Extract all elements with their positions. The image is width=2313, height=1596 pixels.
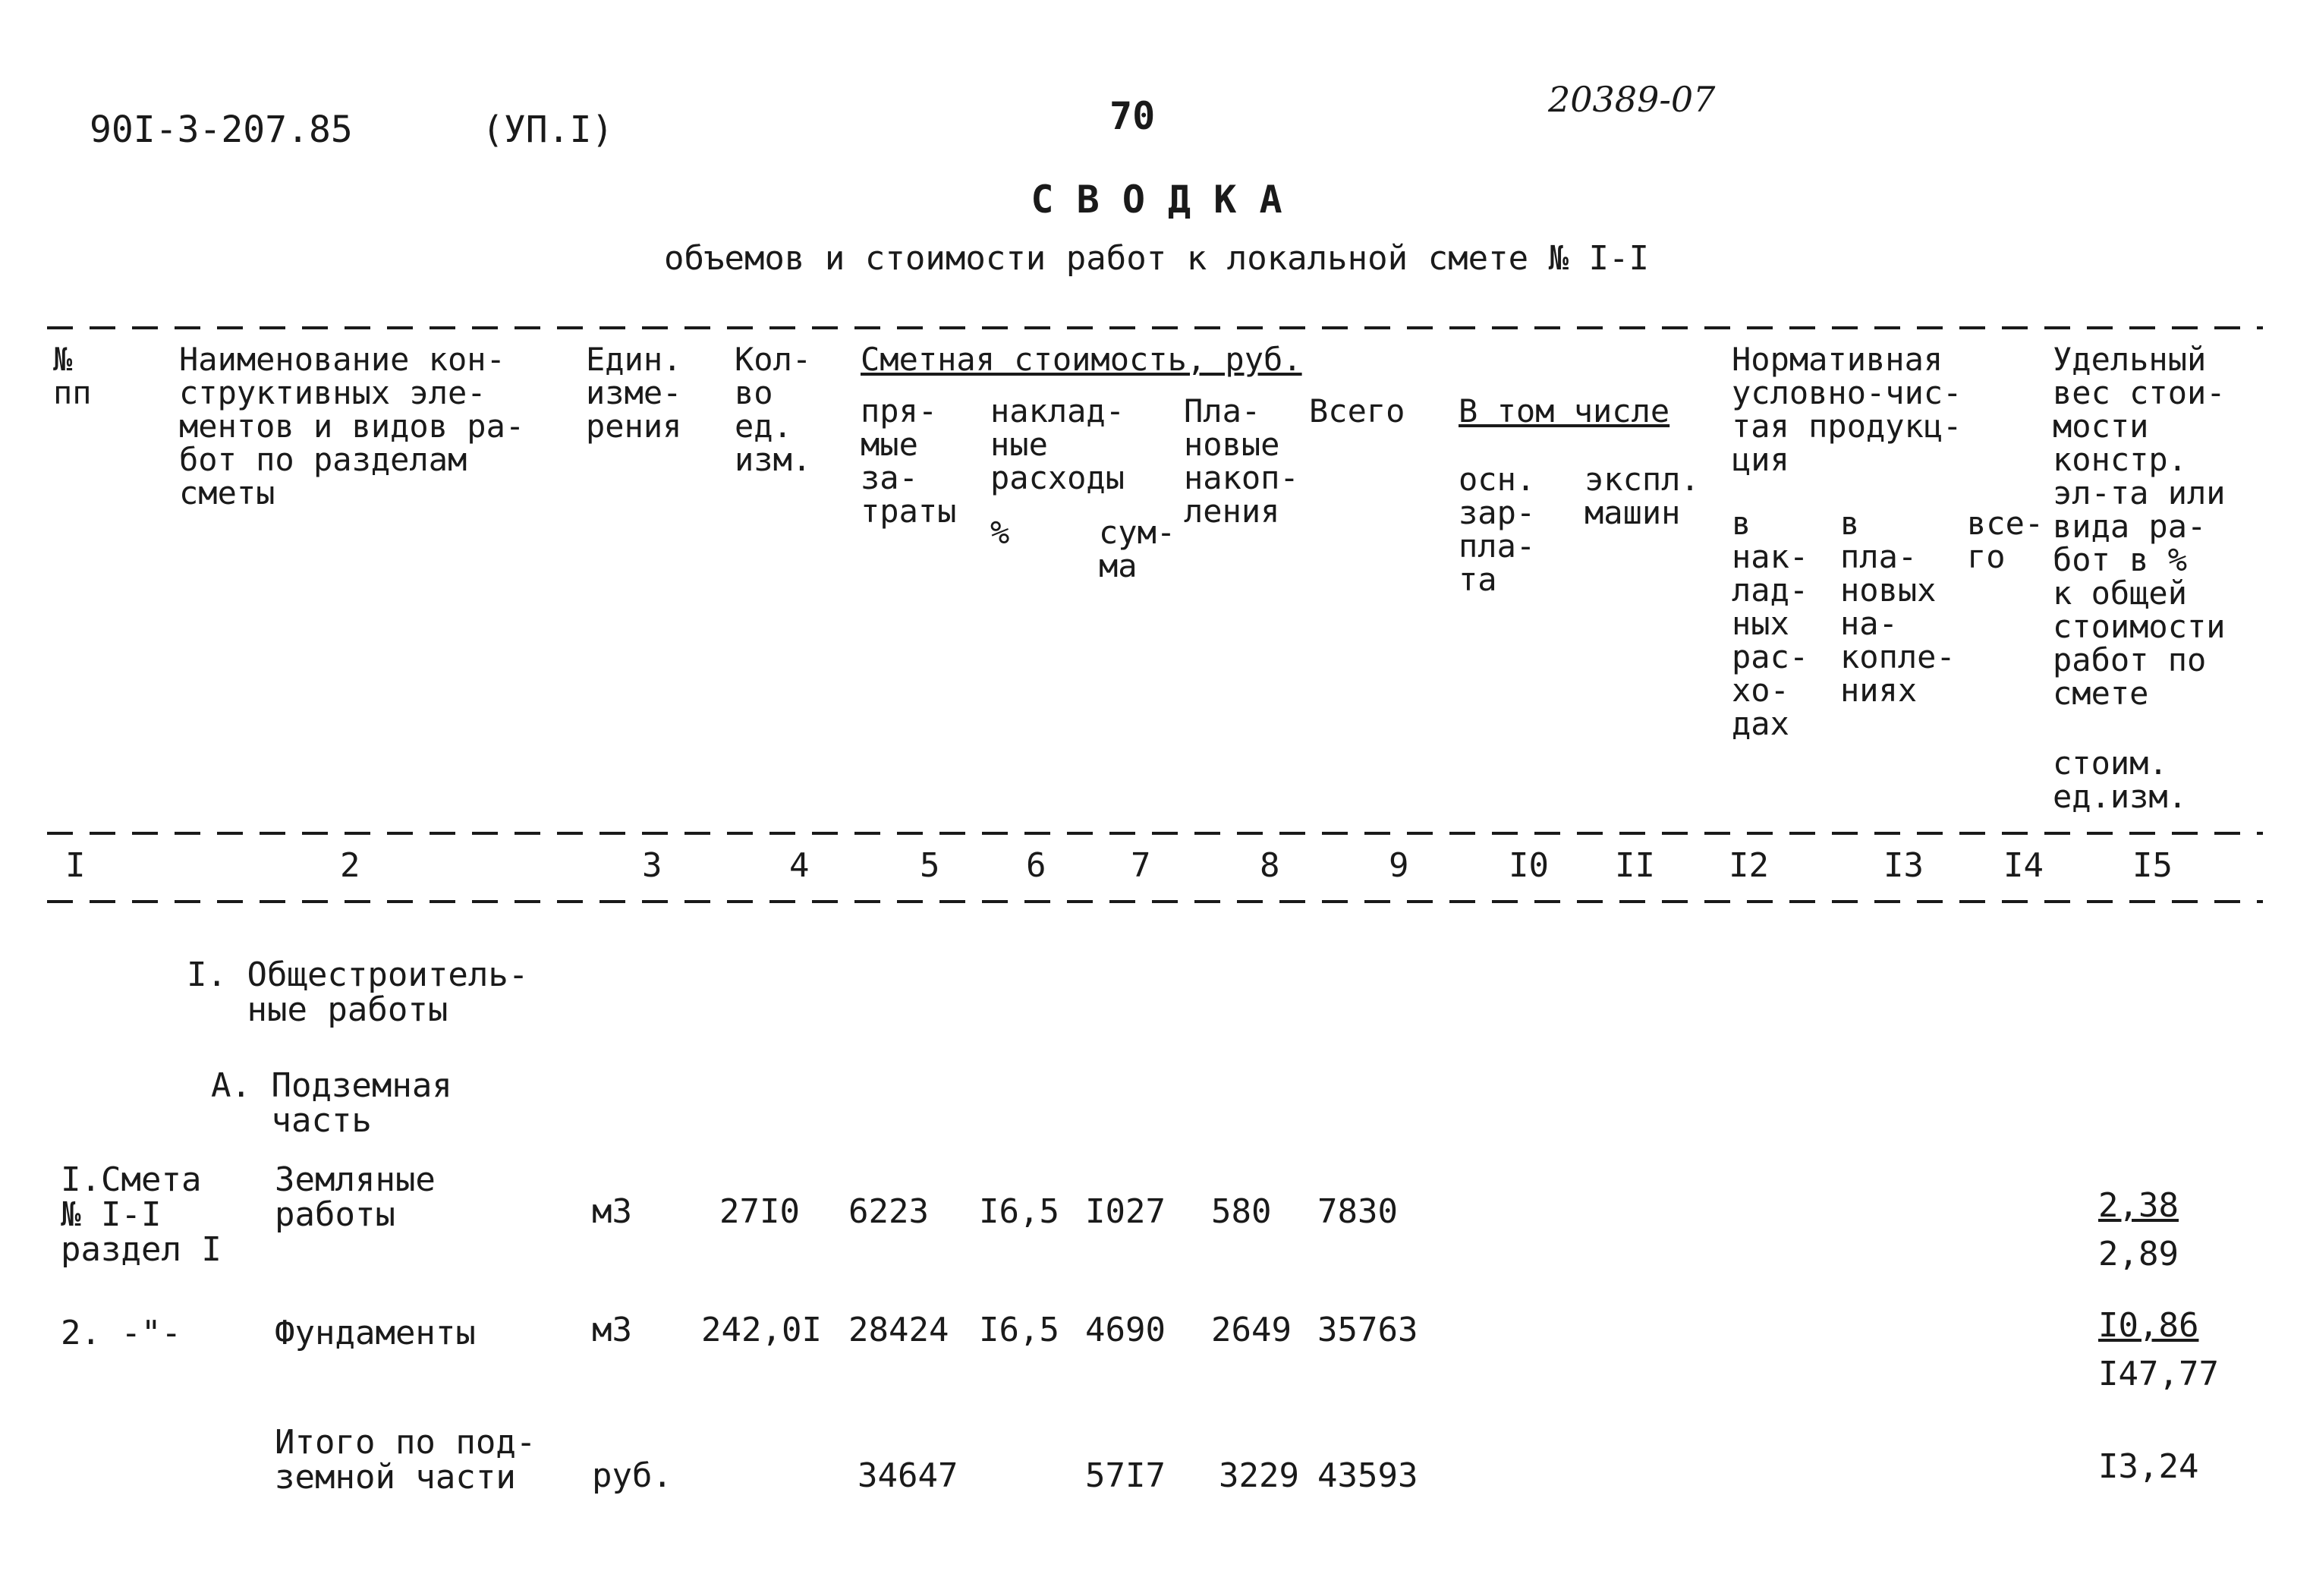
col-14-header: все- го: [1967, 505, 2044, 575]
total-row-unit: руб.: [592, 1456, 672, 1495]
table-row-1-unit-cost: 2,89: [2098, 1235, 2179, 1273]
table-row-1-qty: 27I0: [719, 1192, 800, 1231]
inventory-stamp: 20389-07: [1548, 79, 1716, 120]
table-row-1-total: 7830: [1317, 1192, 1398, 1231]
table-row-1-name: Земляные работы: [275, 1160, 436, 1234]
table-row-2-ref: 2. -"-: [61, 1314, 181, 1352]
col-9-header: Всего: [1309, 392, 1405, 430]
table-top-rule: [47, 326, 2263, 329]
table-row-2-direct: 28424: [848, 1311, 949, 1349]
column-number-6: 6: [1026, 846, 1046, 885]
cost-group-header: Сметная стоимость, руб.: [861, 341, 1302, 378]
col-15-header: Удельный вес стои- мости констр. эл-та или вида ра- бот в % к общей стоимости работ по смете: [2053, 341, 2226, 712]
subsection-heading: А. Подземная часть: [211, 1066, 452, 1140]
table-row-2-qty: 242,0I: [701, 1311, 822, 1349]
column-number-14: I4: [2003, 846, 2044, 885]
column-number-15: I5: [2132, 846, 2173, 885]
norm-group-header: Нормативная условно-чис- тая продукц- ция: [1732, 341, 1962, 478]
column-number-8: 8: [1260, 846, 1280, 885]
col-3-header: Един. изме- рения: [586, 341, 682, 445]
col-2-header: Наименование кон- структивных эле- ментов и видов ра- бот по разделам сметы: [179, 341, 525, 512]
column-number-2: 2: [340, 846, 360, 885]
incl-group-header: В том числе: [1459, 392, 1670, 430]
document-subtitle: объемов и стоимости работ к локальной смете № I-I: [663, 239, 1650, 278]
col-12-header: в нак- лад- ных рас- хо- дах: [1732, 505, 1809, 742]
album-label: (УП.I): [482, 109, 614, 151]
col-7-header: сум- ма: [1099, 514, 1176, 584]
column-number-12: I2: [1729, 846, 1769, 885]
col-15-unit-header: стоим. ед.изм.: [2053, 744, 2188, 815]
col-8-header: Пла- новые накоп- ления: [1184, 392, 1299, 530]
header-bottom-rule: [47, 832, 2263, 835]
total-row-label: Итого по под- земной части: [275, 1423, 537, 1497]
page-number: 70: [1109, 94, 1156, 138]
column-number-5: 5: [920, 846, 940, 885]
col-13-header: в пла- новых на- копле- ниях: [1840, 505, 1956, 709]
table-row-2-name: Фундаменты: [275, 1314, 476, 1352]
col-10-header: осн. зар- пла- та: [1459, 461, 1536, 598]
table-row-1-overhead-sum: I027: [1085, 1192, 1166, 1231]
table-row-1-share: 2,38: [2098, 1186, 2179, 1225]
column-number-9: 9: [1389, 846, 1409, 885]
total-row-total: 43593: [1317, 1456, 1418, 1495]
numbers-bottom-rule: [47, 900, 2263, 903]
column-number-13: I3: [1883, 846, 1924, 885]
document-code: 90I-3-207.85: [90, 109, 353, 151]
table-row-2-planned: 2649: [1211, 1311, 1292, 1349]
column-number-11: II: [1615, 846, 1655, 885]
table-row-1-planned: 580: [1211, 1192, 1272, 1231]
table-row-1-unit: м3: [592, 1192, 632, 1231]
col-11-header: экспл. машин: [1584, 461, 1700, 531]
table-row-2-unit: м3: [592, 1311, 632, 1349]
section-heading: I. Общестроитель- ные работы: [187, 955, 529, 1029]
document-title: С В О Д К А: [1031, 178, 1282, 222]
total-row-planned: 3229: [1219, 1456, 1299, 1495]
table-row-2-unit-cost: I47,77: [2098, 1355, 2219, 1393]
overhead-group-header: наклад- ные расходы: [990, 392, 1125, 496]
table-row-1-overhead-pct: I6,5: [979, 1192, 1059, 1231]
table-row-2-overhead-pct: I6,5: [979, 1311, 1059, 1349]
column-number-1: I: [65, 846, 86, 885]
table-row-1-ref: I.Смета № I-I раздел I: [61, 1160, 222, 1269]
total-row-share: I3,24: [2098, 1447, 2199, 1486]
col-1-header: № пп: [53, 341, 92, 411]
col-6-header: %: [990, 514, 1010, 551]
column-number-4: 4: [789, 846, 810, 885]
total-row-overhead-sum: 57I7: [1085, 1456, 1166, 1495]
column-number-7: 7: [1131, 846, 1151, 885]
table-row-1-direct: 6223: [848, 1192, 929, 1231]
column-number-3: 3: [642, 846, 662, 885]
total-row-direct: 34647: [858, 1456, 958, 1495]
table-row-2-total: 35763: [1317, 1311, 1418, 1349]
column-number-10: I0: [1509, 846, 1549, 885]
col-5-header: пря- мые за- траты: [861, 392, 957, 530]
col-4-header: Кол- во ед. изм.: [735, 341, 812, 478]
table-row-2-share: I0,86: [2098, 1306, 2199, 1345]
table-row-2-overhead-sum: 4690: [1085, 1311, 1166, 1349]
